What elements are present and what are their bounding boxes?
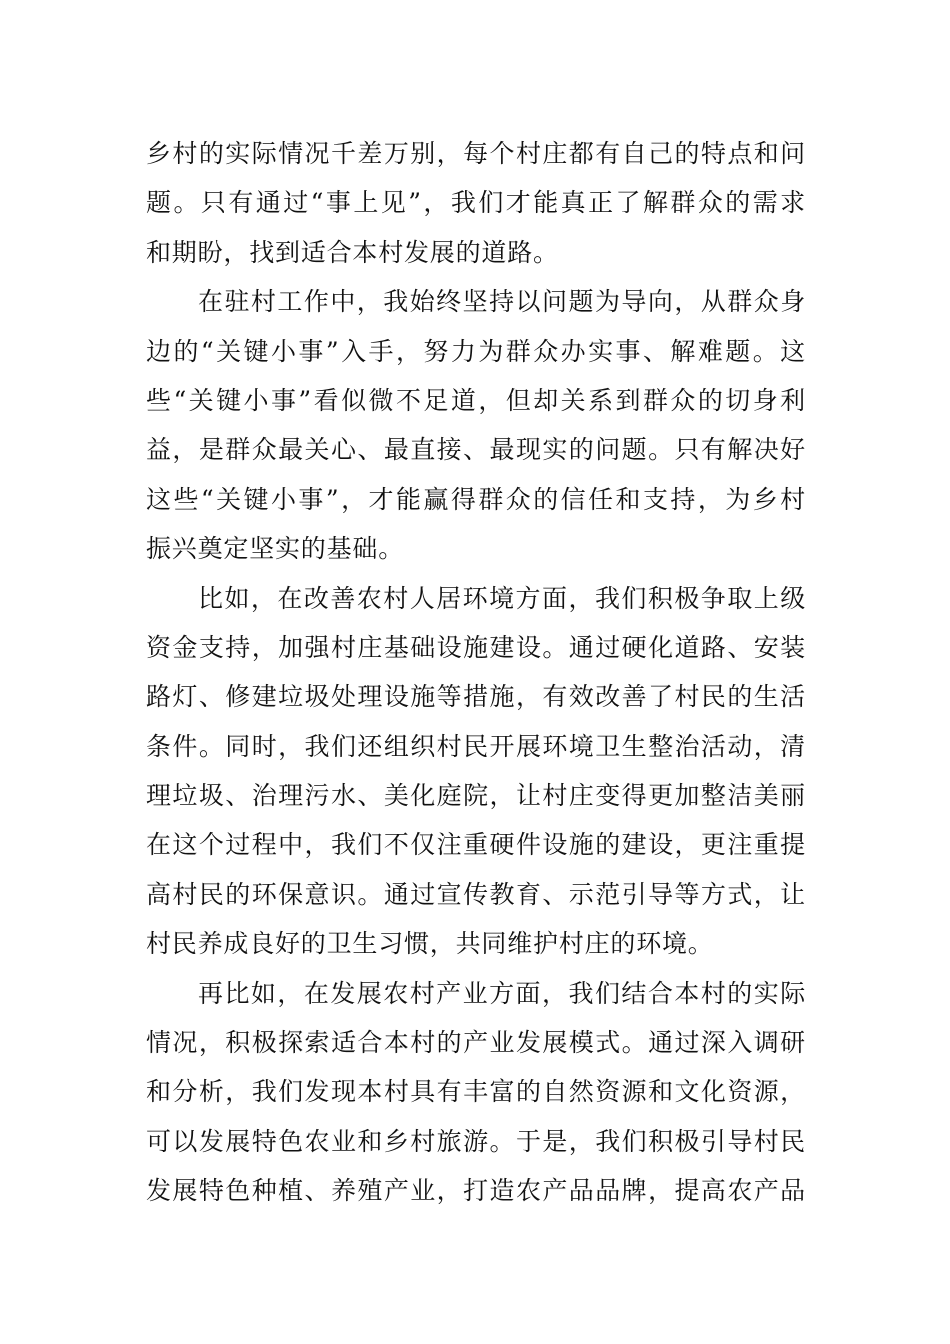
text-line: 发展特色种植、养殖产业，打造农产品品牌，提高农产品 [146,1176,806,1206]
text-line: 振兴奠定坚实的基础。 [146,534,405,564]
text-line: 路灯、修建垃圾处理设施等措施，有效改善了村民的生活 [146,682,806,712]
text-line: 边的“关键小事”入手，努力为群众办实事、解难题。这 [146,336,806,366]
text-line: 资金支持，加强村庄基础设施建设。通过硬化道路、安装 [146,632,806,662]
text-line: 村民养成良好的卫生习惯，共同维护村庄的环境。 [146,929,714,959]
paragraph-first-line: 比如，在改善农村人居环境方面，我们积极争取上级 [198,583,806,613]
text-line: 情况，积极探索适合本村的产业发展模式。通过深入调研 [146,1028,806,1058]
paragraph-first-line: 再比如，在发展农村产业方面，我们结合本村的实际 [198,978,806,1008]
paragraph-first-line: 在驻村工作中，我始终坚持以问题为导向，从群众身 [198,287,806,317]
text-line: 益，是群众最关心、最直接、最现实的问题。只有解决好 [146,435,806,465]
text-line: 和期盼，找到适合本村发展的道路。 [146,237,559,267]
body-text [146,129,806,1216]
text-line: 可以发展特色农业和乡村旅游。于是，我们积极引导村民 [146,1126,806,1156]
text-line: 高村民的环保意识。通过宣传教育、示范引导等方式，让 [146,879,806,909]
text-line: 和分析，我们发现本村具有丰富的自然资源和文化资源， [146,1077,806,1107]
text-line: 理垃圾、治理污水、美化庭院，让村庄变得更加整洁美丽 [146,781,806,811]
text-line: 题。只有通过“事上见”，我们才能真正了解群众的需求 [146,188,806,218]
text-line: 这些“关键小事”，才能赢得群众的信任和支持，为乡村 [146,484,806,514]
text-line: 些“关键小事”看似微不足道，但却关系到群众的切身利 [146,385,806,415]
text-line: 条件。同时，我们还组织村民开展环境卫生整治活动，清 [146,731,806,761]
text-line: 在这个过程中，我们不仅注重硬件设施的建设，更注重提 [146,830,806,860]
text-line: 乡村的实际情况千差万别，每个村庄都有自己的特点和问 [146,139,806,168]
